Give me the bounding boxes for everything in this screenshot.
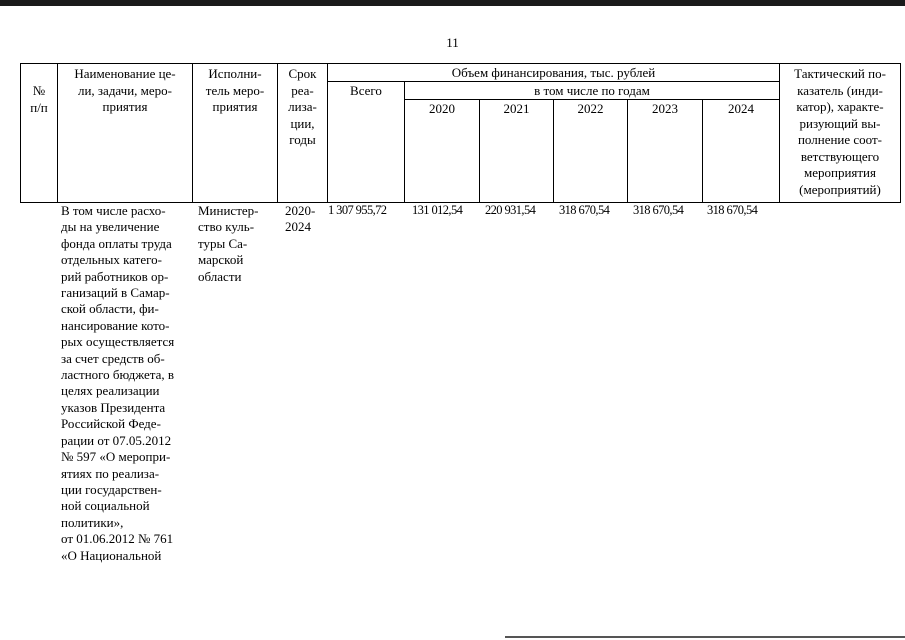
row-executor-cell: Министер- ство куль- туры Са- марской области: [198, 203, 259, 284]
col-term-header: Срок реа- лиза- ции, годы: [288, 66, 317, 147]
col-name-header: Наименование це- ли, задачи, меро- приятия: [74, 66, 176, 114]
by-years-header: в том числе по годам: [534, 83, 650, 98]
bottom-scan-border: [505, 636, 905, 638]
table-header: [20, 63, 901, 203]
row-term-cell: 2020- 2024: [285, 203, 316, 235]
col-executor-header: Исполни- тель меро- приятия: [205, 66, 265, 114]
col-num-header: № п/п: [30, 83, 48, 115]
row-total-value: 1 307 955,72: [328, 203, 387, 217]
top-scan-border: [0, 0, 905, 6]
indicator-header: Тактический по- казатель (инди- катор), характе- ризующий вы- полнение соот- ветствующего мероприятия (мероприятий): [794, 66, 886, 197]
row-2024-value: 318 670,54: [707, 203, 758, 217]
row-2022-value: 318 670,54: [559, 203, 610, 217]
row-2020-value: 131 012,54: [412, 203, 463, 217]
year-2022-header: 2022: [577, 101, 604, 116]
year-2021-header: 2021: [503, 101, 530, 116]
year-2020-header: 2020: [429, 101, 455, 116]
financing-header: Объем финансирования, тыс. рублей: [451, 65, 656, 80]
row-name-cell: В том числе расхо- ды на увеличение фонда оплаты труда отдельных катего- рий работников ор- ганизаций в Самар- ской области, фи- нансирование кото- рых осуществляется за счет средств об- ластного бюджета, в целях реализации указов Президента Российской Феде- рации от 07.05.2012 № 597 «О меропри- ятиях по реализа- ции государствен- ной социальной политики», от 01.06.2012 № 761 «О Национальной: [61, 203, 175, 563]
row-2021-value: 220 931,54: [485, 203, 536, 217]
year-2024-header: 2024: [728, 101, 754, 116]
year-2023-header: 2023: [652, 101, 678, 116]
row-2023-value: 318 670,54: [633, 203, 684, 217]
page-number: 11: [446, 35, 459, 50]
total-header: Всего: [350, 83, 382, 98]
